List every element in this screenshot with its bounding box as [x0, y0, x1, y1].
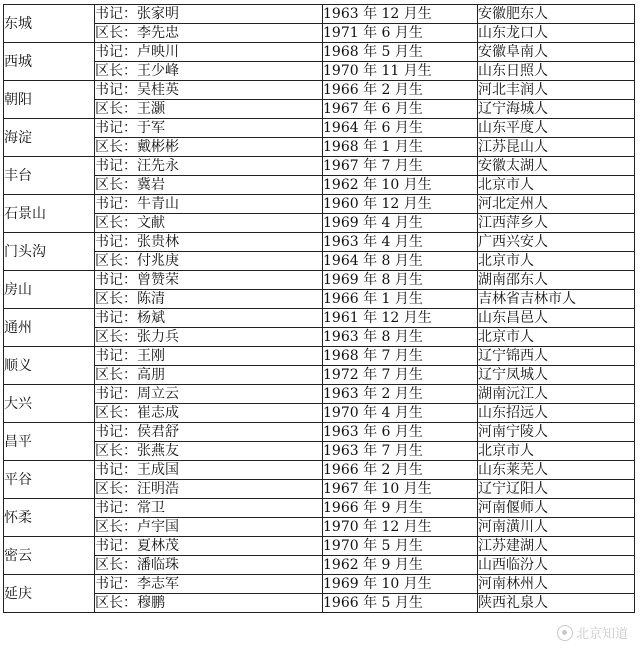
official-cell	[95, 290, 323, 309]
official-name: 张力兵	[137, 329, 179, 345]
official-role: 区长：	[95, 367, 137, 383]
birthplace: 山东招远人	[478, 404, 635, 423]
official-cell	[95, 537, 323, 556]
birth-date: 1966 年 1 月生	[323, 290, 478, 309]
table-row	[4, 157, 635, 176]
birth-date: 1963 年 7 月生	[323, 442, 478, 461]
table-row	[4, 461, 635, 480]
birth-date: 1966 年 2 月生	[323, 461, 478, 480]
official-cell	[95, 81, 323, 100]
table-body	[4, 5, 635, 613]
birth-date: 1972 年 7 月生	[323, 366, 478, 385]
district-name: 东城	[4, 5, 95, 43]
birthplace: 北京市人	[478, 176, 635, 195]
official-role: 区长：	[95, 405, 137, 421]
official-role: 书记：	[95, 234, 137, 250]
birth-date: 1964 年 6 月生	[323, 119, 478, 138]
official-cell	[95, 195, 323, 214]
birth-date: 1969 年 10 月生	[323, 575, 478, 594]
birth-date: 1970 年 11 月生	[323, 62, 478, 81]
official-role: 区长：	[95, 443, 137, 459]
official-name: 文献	[137, 215, 165, 231]
official-cell	[95, 575, 323, 594]
official-cell	[95, 24, 323, 43]
birthplace: 辽宁辽阳人	[478, 480, 635, 499]
birth-date: 1971 年 6 月生	[323, 24, 478, 43]
official-role: 书记：	[95, 310, 137, 326]
district-name: 平谷	[4, 461, 95, 499]
official-cell	[95, 385, 323, 404]
official-name: 王灏	[137, 101, 165, 117]
official-cell	[95, 214, 323, 233]
birth-date: 1963 年 8 月生	[323, 328, 478, 347]
table-row	[4, 290, 635, 309]
table-row	[4, 385, 635, 404]
official-role: 区长：	[95, 63, 137, 79]
official-role: 区长：	[95, 25, 137, 41]
official-role: 区长：	[95, 595, 137, 611]
birthplace: 辽宁海城人	[478, 100, 635, 119]
official-name: 吴桂英	[137, 82, 179, 98]
watermark	[557, 623, 628, 642]
official-cell	[95, 442, 323, 461]
birth-date: 1968 年 1 月生	[323, 138, 478, 157]
birth-date: 1970 年 5 月生	[323, 537, 478, 556]
district-name: 大兴	[4, 385, 95, 423]
official-cell	[95, 366, 323, 385]
district-name: 怀柔	[4, 499, 95, 537]
official-name: 崔志成	[137, 405, 179, 421]
official-cell	[95, 100, 323, 119]
birth-date: 1960 年 12 月生	[323, 195, 478, 214]
official-name: 侯君舒	[137, 424, 179, 440]
district-name: 延庆	[4, 575, 95, 613]
official-role: 书记：	[95, 538, 137, 554]
table-row	[4, 252, 635, 271]
table-row	[4, 5, 635, 24]
table-row	[4, 43, 635, 62]
official-role: 区长：	[95, 139, 137, 155]
official-name: 王成国	[137, 462, 179, 478]
table-row	[4, 214, 635, 233]
official-cell	[95, 252, 323, 271]
district-name: 门头沟	[4, 233, 95, 271]
official-name: 夏林茂	[137, 538, 179, 554]
official-role: 区长：	[95, 329, 137, 345]
official-name: 陈清	[137, 291, 165, 307]
official-name: 周立云	[137, 386, 179, 402]
birth-date: 1963 年 4 月生	[323, 233, 478, 252]
birthplace: 湖南沅江人	[478, 385, 635, 404]
official-role: 书记：	[95, 44, 137, 60]
birthplace: 安徽肥东人	[478, 5, 635, 24]
birthplace: 山东昌邑人	[478, 309, 635, 328]
birthplace: 北京市人	[478, 328, 635, 347]
official-cell	[95, 328, 323, 347]
wechat-icon	[557, 625, 573, 641]
birth-date: 1968 年 7 月生	[323, 347, 478, 366]
birth-date: 1968 年 5 月生	[323, 43, 478, 62]
birthplace: 辽宁锦西人	[478, 347, 635, 366]
official-cell	[95, 62, 323, 81]
table-row	[4, 594, 635, 613]
table-row	[4, 442, 635, 461]
official-cell	[95, 499, 323, 518]
official-name: 牛青山	[137, 196, 179, 212]
table-row	[4, 176, 635, 195]
official-role: 书记：	[95, 272, 137, 288]
watermark-text: 北京知道	[575, 627, 628, 642]
official-cell	[95, 119, 323, 138]
official-name: 于军	[137, 120, 165, 136]
district-name: 密云	[4, 537, 95, 575]
birthplace: 江苏建湖人	[478, 537, 635, 556]
official-name: 曾赞荣	[137, 272, 179, 288]
official-role: 书记：	[95, 348, 137, 364]
official-name: 张贵林	[137, 234, 179, 250]
district-name: 海淀	[4, 119, 95, 157]
official-cell	[95, 461, 323, 480]
birth-date: 1964 年 8 月生	[323, 252, 478, 271]
official-role: 书记：	[95, 424, 137, 440]
official-role: 区长：	[95, 215, 137, 231]
table-row	[4, 309, 635, 328]
official-name: 潘临珠	[137, 557, 179, 573]
birthplace: 江苏昆山人	[478, 138, 635, 157]
birth-date: 1962 年 10 月生	[323, 176, 478, 195]
district-name: 顺义	[4, 347, 95, 385]
birthplace: 北京市人	[478, 252, 635, 271]
table-row	[4, 328, 635, 347]
table-row	[4, 138, 635, 157]
table-row	[4, 119, 635, 138]
official-role: 书记：	[95, 120, 137, 136]
official-role: 书记：	[95, 500, 137, 516]
official-role: 区长：	[95, 557, 137, 573]
birth-date: 1963 年 6 月生	[323, 423, 478, 442]
official-name: 付兆庚	[137, 253, 179, 269]
birthplace: 安徽太湖人	[478, 157, 635, 176]
birth-date: 1967 年 6 月生	[323, 100, 478, 119]
birth-date: 1966 年 2 月生	[323, 81, 478, 100]
table-row	[4, 575, 635, 594]
official-cell	[95, 423, 323, 442]
official-name: 王少峰	[137, 63, 179, 79]
official-cell	[95, 518, 323, 537]
official-name: 张家明	[137, 6, 179, 22]
official-role: 区长：	[95, 177, 137, 193]
table-row	[4, 404, 635, 423]
district-name: 丰台	[4, 157, 95, 195]
birthplace: 河南林州人	[478, 575, 635, 594]
birth-date: 1967 年 10 月生	[323, 480, 478, 499]
birthplace: 湖南邵东人	[478, 271, 635, 290]
official-role: 书记：	[95, 462, 137, 478]
district-name: 西城	[4, 43, 95, 81]
birthplace: 河北丰润人	[478, 81, 635, 100]
official-cell	[95, 309, 323, 328]
birthplace: 山东日照人	[478, 62, 635, 81]
official-cell	[95, 157, 323, 176]
official-role: 书记：	[95, 386, 137, 402]
official-name: 卢映川	[137, 44, 179, 60]
birth-date: 1970 年 4 月生	[323, 404, 478, 423]
official-cell	[95, 404, 323, 423]
birth-date: 1962 年 9 月生	[323, 556, 478, 575]
table-row	[4, 499, 635, 518]
official-role: 区长：	[95, 519, 137, 535]
official-cell	[95, 5, 323, 24]
birth-date: 1963 年 12 月生	[323, 5, 478, 24]
official-role: 区长：	[95, 101, 137, 117]
official-role: 区长：	[95, 253, 137, 269]
official-role: 书记：	[95, 6, 137, 22]
birthplace: 吉林省吉林市人	[478, 290, 635, 309]
district-name: 通州	[4, 309, 95, 347]
birthplace: 河南宁陵人	[478, 423, 635, 442]
official-name: 杨斌	[137, 310, 165, 326]
birthplace: 河北定州人	[478, 195, 635, 214]
birth-date: 1967 年 7 月生	[323, 157, 478, 176]
table-row	[4, 347, 635, 366]
official-name: 戴彬彬	[137, 139, 179, 155]
official-cell	[95, 138, 323, 157]
official-cell	[95, 556, 323, 575]
official-cell	[95, 271, 323, 290]
official-cell	[95, 480, 323, 499]
district-name: 房山	[4, 271, 95, 309]
birthplace: 河南偃师人	[478, 499, 635, 518]
table-row	[4, 366, 635, 385]
table-row	[4, 271, 635, 290]
official-name: 汪明浩	[137, 481, 179, 497]
table-row	[4, 100, 635, 119]
official-name: 穆鹏	[137, 595, 165, 611]
official-cell	[95, 43, 323, 62]
official-name: 冀岩	[137, 177, 165, 193]
district-name: 朝阳	[4, 81, 95, 119]
birthplace: 北京市人	[478, 442, 635, 461]
official-role: 书记：	[95, 576, 137, 592]
table-row	[4, 518, 635, 537]
official-role: 书记：	[95, 82, 137, 98]
table-row	[4, 195, 635, 214]
official-name: 李先忠	[137, 25, 179, 41]
official-name: 王刚	[137, 348, 165, 364]
official-cell	[95, 594, 323, 613]
official-cell	[95, 176, 323, 195]
official-name: 高朋	[137, 367, 165, 383]
district-name: 昌平	[4, 423, 95, 461]
birth-date: 1969 年 4 月生	[323, 214, 478, 233]
official-cell	[95, 233, 323, 252]
district-name: 石景山	[4, 195, 95, 233]
official-role: 书记：	[95, 196, 137, 212]
table-row	[4, 480, 635, 499]
official-name: 李志军	[137, 576, 179, 592]
table-row	[4, 556, 635, 575]
official-role: 书记：	[95, 158, 137, 174]
official-role: 区长：	[95, 481, 137, 497]
birth-date: 1966 年 5 月生	[323, 594, 478, 613]
birthplace: 山东龙口人	[478, 24, 635, 43]
birthplace: 山东莱芜人	[478, 461, 635, 480]
district-leaders-table	[3, 4, 635, 613]
birth-date: 1963 年 2 月生	[323, 385, 478, 404]
birth-date: 1961 年 12 月生	[323, 309, 478, 328]
birthplace: 安徽阜南人	[478, 43, 635, 62]
birthplace: 江西萍乡人	[478, 214, 635, 233]
birthplace: 山东平度人	[478, 119, 635, 138]
table-row	[4, 62, 635, 81]
table-row	[4, 423, 635, 442]
birth-date: 1969 年 8 月生	[323, 271, 478, 290]
birth-date: 1966 年 9 月生	[323, 499, 478, 518]
official-name: 卢宇国	[137, 519, 179, 535]
birthplace: 广西兴安人	[478, 233, 635, 252]
official-cell	[95, 347, 323, 366]
table-row	[4, 233, 635, 252]
official-name: 常卫	[137, 500, 165, 516]
official-name: 汪先永	[137, 158, 179, 174]
birthplace: 河南潢川人	[478, 518, 635, 537]
birthplace: 山西临汾人	[478, 556, 635, 575]
birthplace: 辽宁凤城人	[478, 366, 635, 385]
official-name: 张燕友	[137, 443, 179, 459]
table-row	[4, 24, 635, 43]
birthplace: 陕西礼泉人	[478, 594, 635, 613]
official-role: 区长：	[95, 291, 137, 307]
table-row	[4, 81, 635, 100]
birth-date: 1970 年 12 月生	[323, 518, 478, 537]
table-row	[4, 537, 635, 556]
